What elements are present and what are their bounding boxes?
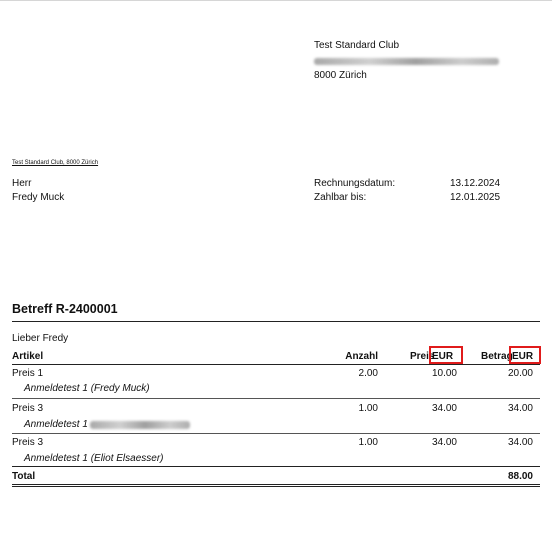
row2-sub: Anmeldetest 1 <box>24 419 88 430</box>
total-rule-2 <box>12 486 540 487</box>
row2-qty: 1.00 <box>358 403 378 414</box>
due-date: 12.01.2025 <box>450 192 501 203</box>
invoice-date-label: Rechnungsdatum: <box>314 178 396 189</box>
row3-sub: Anmeldetest 1 (Eliot Elsaesser) <box>24 453 164 464</box>
club-name: Test Standard Club <box>314 40 400 51</box>
row3-item: Preis 3 <box>12 437 44 448</box>
row3-amount: 34.00 <box>507 437 533 448</box>
row1-price: 10.00 <box>431 368 457 379</box>
due-date-label: Zahlbar bis: <box>314 192 367 203</box>
club-city: 8000 Zürich <box>314 70 367 81</box>
subject-heading: Betreff R-2400001 <box>12 302 118 316</box>
highlight-amount-currency <box>509 346 541 364</box>
col-header-article: Artikel <box>12 351 44 362</box>
total-rule-1 <box>12 484 540 485</box>
top-border <box>0 0 552 1</box>
col-header-price: Preis <box>410 351 435 362</box>
col-header-price-currency: EUR <box>432 351 454 362</box>
row1-qty: 2.00 <box>358 368 378 379</box>
row1-item: Preis 1 <box>12 368 44 379</box>
row3-qty: 1.00 <box>358 437 378 448</box>
row3-rule <box>12 466 540 467</box>
col-header-amount-currency: EUR <box>512 351 534 362</box>
row2-item: Preis 3 <box>12 403 44 414</box>
subject-rule <box>12 321 540 322</box>
sender-line: Test Standard Club, 8000 Zürich <box>12 160 99 166</box>
total-amount: 88.00 <box>507 471 533 482</box>
highlight-price-currency <box>429 346 463 364</box>
redacted-street <box>314 58 499 65</box>
row3-price: 34.00 <box>431 437 457 448</box>
row2-amount: 34.00 <box>507 403 533 414</box>
invoice-date: 13.12.2024 <box>450 178 501 189</box>
row1-sub: Anmeldetest 1 (Fredy Muck) <box>24 383 150 394</box>
recipient-name: Fredy Muck <box>12 192 65 203</box>
redacted-participant <box>90 421 190 429</box>
row1-amount: 20.00 <box>507 368 533 379</box>
total-label: Total <box>12 471 36 482</box>
row2-rule <box>12 433 540 434</box>
greeting: Lieber Fredy <box>12 333 69 344</box>
header-rule <box>12 364 540 365</box>
col-header-qty: Anzahl <box>345 351 378 362</box>
row1-rule <box>12 398 540 399</box>
recipient-salutation: Herr <box>12 178 32 189</box>
row2-price: 34.00 <box>431 403 457 414</box>
col-header-amount: Betrag <box>481 351 513 362</box>
